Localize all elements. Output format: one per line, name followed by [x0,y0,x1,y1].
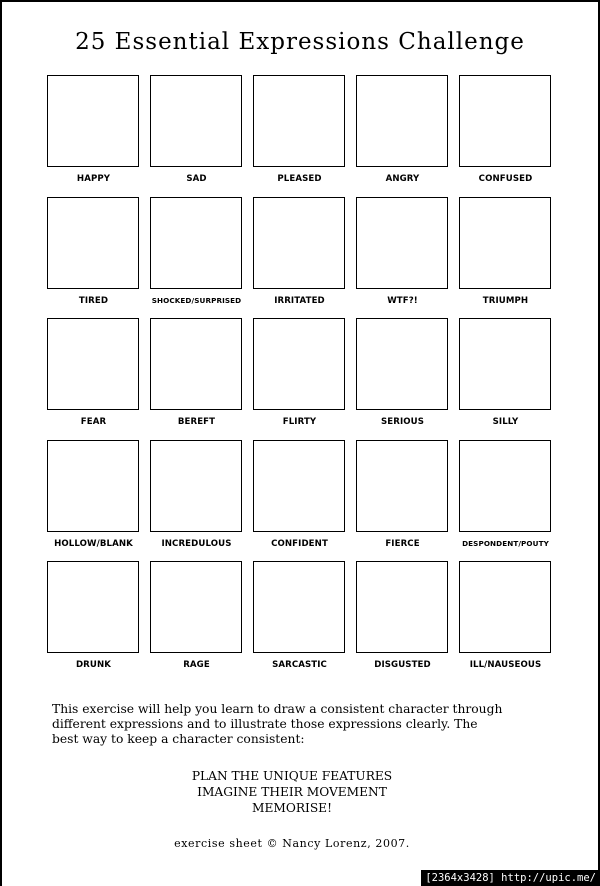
expression-cell [458,561,553,683]
expression-label: WTF?! [387,295,418,306]
intro-line: This exercise will help you learn to draw a consistent character through [52,702,503,716]
drawing-box [459,561,551,653]
expression-cell [355,440,450,562]
page-title: 25 Essential Expressions Challenge [75,29,525,56]
drawing-box [356,440,448,532]
expression-label: FEAR [80,417,107,427]
image-size-stamp: [2364x3428] http://upic.me/ [421,870,600,886]
expression-label: SARCASTIC [272,660,327,670]
drawing-box [253,318,345,410]
drawing-box [47,561,139,653]
rule-imagine: IMAGINE THEIR MOVEMENT [197,785,387,799]
expression-label: CONFIDENT [271,538,328,549]
intro-line: different expressions and to illustrate those expressions clearly. The [52,717,478,731]
drawing-box [150,561,242,653]
expression-cell [149,440,244,562]
expression-label: HOLLOW/BLANK [54,538,133,549]
expression-label: FIERCE [385,538,420,549]
expression-label: CONFUSED [478,174,533,184]
expression-cell [46,318,141,440]
expression-cell [458,197,553,319]
drawing-box [253,197,345,289]
expression-cell [149,75,244,197]
expression-cell [355,561,450,683]
expression-cell [46,75,141,197]
drawing-box [356,75,448,167]
drawing-box [459,318,551,410]
drawing-box [150,75,242,167]
expression-cell [46,440,141,562]
drawing-box [47,197,139,289]
expression-label: PLEASED [277,174,322,184]
drawing-box [150,440,242,532]
drawing-box [150,318,242,410]
expression-cell [355,75,450,197]
drawing-box [150,197,242,289]
drawing-box [459,440,551,532]
intro-line: best way to keep a character consistent: [52,732,305,746]
intro-text [52,702,572,747]
expression-cell [252,75,347,197]
expression-cell [252,440,347,562]
expression-cell [46,561,141,683]
expression-label: FLIRTY [282,417,317,427]
expression-cell [149,318,244,440]
expression-cell [458,75,553,197]
expression-label: DRUNK [75,660,112,670]
drawing-box [47,75,139,167]
expression-cell [355,318,450,440]
drawing-box [356,561,448,653]
expression-label: SERIOUS [380,417,425,427]
expression-label: TRIUMPH [482,295,529,306]
expression-label: DESPONDENT/POUTY [462,538,549,548]
drawing-box [356,318,448,410]
expression-cell [458,318,553,440]
expression-label: SAD [186,174,207,184]
expression-cell [252,561,347,683]
expression-label: INCREDULOUS [161,538,232,549]
expression-cell [46,197,141,319]
expression-label: HAPPY [76,174,111,184]
drawing-box [459,75,551,167]
drawing-box [47,318,139,410]
rules-list [0,768,584,816]
expression-label: TIRED [78,295,109,306]
drawing-box [356,197,448,289]
drawing-box [47,440,139,532]
expression-grid [46,75,553,683]
expression-label: SILLY [492,417,519,427]
expression-cell [149,561,244,683]
expression-label: ILL/NAUSEOUS [469,660,542,670]
expression-label: BEREFT [177,417,216,427]
rule-plan: PLAN THE UNIQUE FEATURES [191,769,393,783]
expression-label: DISGUSTED [374,660,431,670]
expression-label: IRRITATED [274,295,325,306]
expression-cell [149,197,244,319]
expression-cell [355,197,450,319]
expression-label: SHOCKED/SURPRISED [151,295,242,305]
drawing-box [459,197,551,289]
expression-cell [252,197,347,319]
rule-memorise: MEMORISE! [252,801,332,815]
drawing-box [253,75,345,167]
drawing-box [253,440,345,532]
expression-cell [252,318,347,440]
expression-label: ANGRY [385,174,420,184]
expression-label: RAGE [183,660,210,670]
expression-cell [458,440,553,562]
drawing-box [253,561,345,653]
copyright-credit: exercise sheet © Nancy Lorenz, 2007. [174,837,410,850]
